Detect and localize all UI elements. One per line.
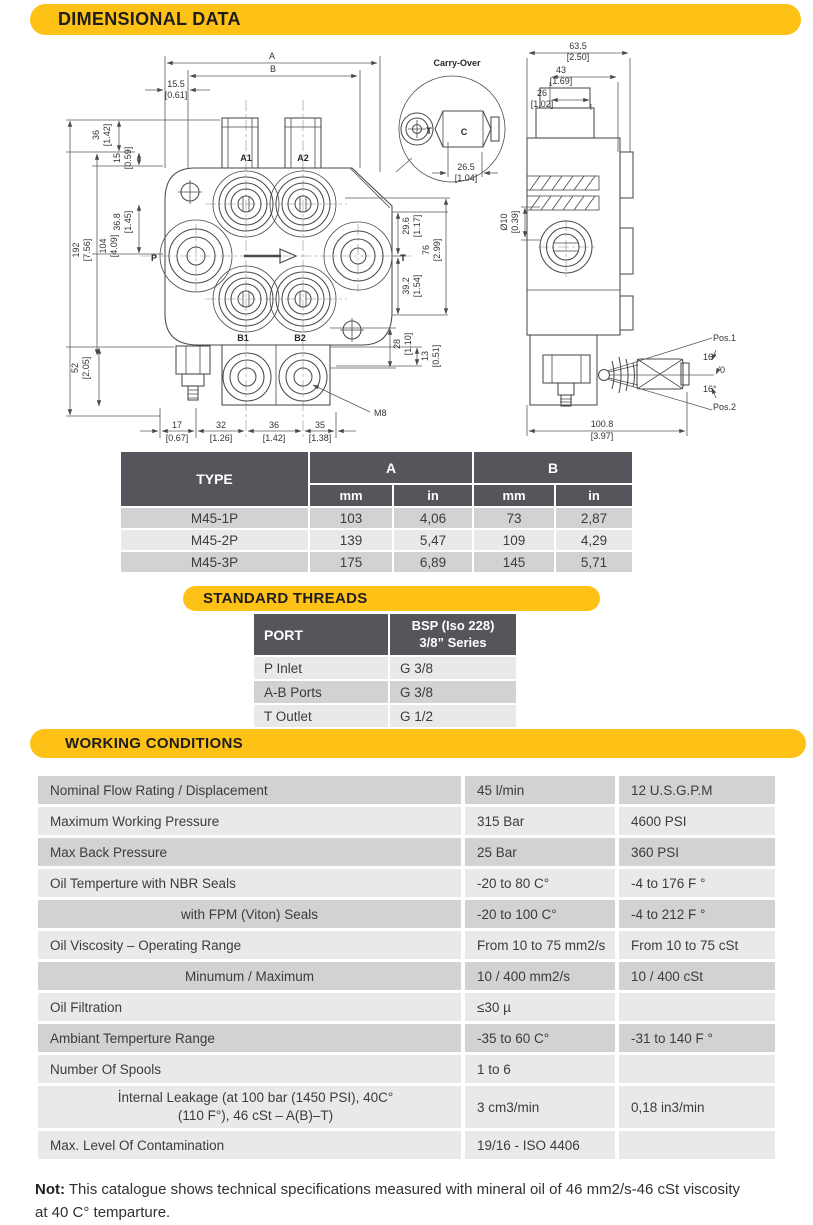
imperial-value: 10 / 400 cSt [619,962,775,990]
dim-32-in: [1.26] [209,433,233,443]
table-row [38,962,775,990]
port-label-b2: B2 [294,333,306,343]
dim-63-5-mm: 63.5 [569,41,587,51]
a-mm-cell: 175 [310,552,392,572]
type-table-header-b: B [474,452,632,483]
footnote [35,1178,743,1225]
dim-39-2-mm: 39.2 [401,277,411,295]
type-table-header-type: TYPE [121,452,308,506]
threads-header-bsp-line1: BSP (Iso 228) [411,618,495,634]
dim-dia10-mm: Ø10 [499,213,509,231]
footnote-text: This catalogue shows technical specifications measured with mineral oil of 46 mm2/s-46 cSt viscosity at 40 C° temparture. [35,1181,741,1222]
section-title-working-conditions: WORKING CONDITIONS [30,729,806,758]
dim-35-mm: 35 [314,420,326,430]
thread-size-cell: G 3/8 [390,657,516,679]
working-conditions-table [38,776,775,1162]
condition-label: Oil Filtration [38,993,461,1021]
port-label-a1: A1 [240,153,252,163]
condition-label: Minumum / Maximum [38,962,461,990]
condition-label: Maximum Working Pressure [38,807,461,835]
dim-104-in: [4.09] [109,234,119,258]
type-cell: M45-1P [121,508,308,528]
table-row [38,776,775,804]
condition-label: Max. Level Of Contamination [38,1131,461,1159]
carry-over-detail [396,76,505,182]
table-row [38,838,775,866]
dim-100-8-in: [3.97] [590,431,614,441]
dim-52-in: [2.05] [81,356,91,380]
condition-label: Oil Temperture with NBR Seals [38,869,461,897]
dim-b: B [269,64,277,74]
threads-header-port: PORT [254,614,388,655]
condition-label: with FPM (Viton) Seals [38,900,461,928]
dim-32-mm: 32 [215,420,227,430]
b-in-cell: 5,71 [556,552,632,572]
type-table-subheader-b-mm: mm [474,485,554,506]
imperial-value: -4 to 176 F ° [619,869,775,897]
condition-label: Max Back Pressure [38,838,461,866]
dim-26-5-in: [1.04] [454,173,478,183]
dim-36-in: [1.42] [102,123,112,147]
imperial-value: 4600 PSI [619,807,775,835]
dim-36-mm: 36 [91,129,101,141]
table-row [38,1055,775,1083]
dim-13-mm: 13 [420,350,430,362]
table-row [38,993,775,1021]
dim-17-in: [0.67] [165,433,189,443]
dim-15-in: [0.59] [123,146,133,170]
imperial-value: 360 PSI [619,838,775,866]
table-row [38,1086,775,1128]
carry-over-c: C [460,127,468,137]
dim-43-in: [1.69] [549,76,573,86]
dim-35-in: [1.38] [308,433,332,443]
dim-76-mm: 76 [421,244,431,256]
side-view-body [527,88,689,406]
condition-label-line2: (110 F°), 46 cSt – A(B)–T) [177,1108,334,1123]
dim-36b-in: [1.42] [262,433,286,443]
dim-13-in: [0.51] [431,344,441,368]
b-in-cell: 4,29 [556,530,632,550]
dim-28-mm: 28 [392,338,402,350]
a-mm-cell: 103 [310,508,392,528]
imperial-value: -4 to 212 F ° [619,900,775,928]
dim-43-mm: 43 [555,65,567,75]
section-title-standard-threads: STANDARD THREADS [183,586,600,611]
port-name-cell: A-B Ports [254,681,388,703]
dim-29-6-in: [1.17] [412,214,422,238]
carry-over-t: T [426,126,432,136]
dim-29-6-mm: 29.6 [401,217,411,235]
standard-threads-table [254,614,516,727]
a-in-cell: 6,89 [394,552,472,572]
metric-value: ≤30 µ [465,993,615,1021]
dim-26-mm: 26 [536,88,548,98]
dim-dia10-in: [0.39] [510,210,520,234]
table-row [38,900,775,928]
dim-192-in: [7.56] [82,238,92,262]
thread-label-m8: M8 [374,408,387,418]
type-table-header-a: A [310,452,472,483]
a-mm-cell: 139 [310,530,392,550]
condition-label: Nominal Flow Rating / Displacement [38,776,461,804]
imperial-value: 12 U.S.G.P.M [619,776,775,804]
b-mm-cell: 109 [474,530,554,550]
dim-63-5-in: [2.50] [566,52,590,62]
dim-36b-mm: 36 [268,420,280,430]
metric-value: 19/16 - ISO 4406 [465,1131,615,1159]
table-row [38,869,775,897]
dim-192-mm: 192 [71,242,81,258]
condition-label [38,1086,461,1128]
imperial-value: -31 to 140 F ° [619,1024,775,1052]
port-name-cell: T Outlet [254,705,388,727]
type-dimension-table [121,452,624,572]
dim-100-8-mm: 100.8 [590,419,614,429]
dim-15-5-in: [0.61] [164,90,188,100]
thread-size-cell: G 3/8 [390,681,516,703]
b-in-cell: 2,87 [556,508,632,528]
imperial-value [619,1131,775,1159]
imperial-value [619,993,775,1021]
metric-value: -20 to 100 C° [465,900,615,928]
metric-value: 3 cm3/min [465,1086,615,1128]
center-lines [140,100,596,438]
dim-39-2-in: [1.54] [412,274,422,298]
drawing-labels [70,41,736,443]
dim-17-mm: 17 [171,420,183,430]
table-row [38,1024,775,1052]
type-table-subheader-a-mm: mm [310,485,392,506]
condition-label-line1: İnternal Leakage (at 100 bar (1450 PSI), 40C° [117,1090,394,1106]
table-row [38,1131,775,1159]
port-label-t: T [400,253,406,263]
dim-26-in: [1.02] [530,99,554,109]
port-label-b1: B1 [237,333,249,343]
thread-size-cell: G 1/2 [390,705,516,727]
condition-label: Oil Viscosity – Operating Range [38,931,461,959]
carry-over-title: Carry-Over [433,58,481,68]
type-cell: M45-2P [121,530,308,550]
metric-value: 10 / 400 mm2/s [465,962,615,990]
imperial-value: 0,18 in3/min [619,1086,775,1128]
type-cell: M45-3P [121,552,308,572]
front-view-body [160,118,392,405]
table-row [38,931,775,959]
dim-a: A [268,51,276,61]
lever-pos2-label: Pos.2 [713,402,737,412]
threads-header-bsp [390,614,516,655]
metric-value: -20 to 80 C° [465,869,615,897]
lever-angle-down-label: 16° [703,384,717,394]
lever-angle-up-label: 16° [703,352,717,362]
dim-28-in: [1.10] [403,332,413,356]
metric-value: -35 to 60 C° [465,1024,615,1052]
metric-value: 45 l/min [465,776,615,804]
metric-value: From 10 to 75 mm2/s [465,931,615,959]
dim-52-mm: 52 [70,362,80,374]
port-name-cell: P Inlet [254,657,388,679]
metric-value: 25 Bar [465,838,615,866]
port-label-p: P [150,253,158,263]
b-mm-cell: 73 [474,508,554,528]
imperial-value: From 10 to 75 cSt [619,931,775,959]
type-table-subheader-a-in: in [394,485,472,506]
imperial-value [619,1055,775,1083]
dim-15-5-mm: 15.5 [167,79,185,89]
dim-15-mm: 15 [112,152,122,164]
footnote-prefix: Not: [35,1181,65,1198]
threads-header-bsp-line2: 3/8” Series [419,634,487,650]
dim-36-8-mm: 36.8 [112,213,122,231]
condition-label: Number Of Spools [38,1055,461,1083]
table-row [38,807,775,835]
b-mm-cell: 145 [474,552,554,572]
metric-value: 315 Bar [465,807,615,835]
condition-label: Ambiant Temperture Range [38,1024,461,1052]
dimensional-drawing [0,0,813,448]
dim-36-8-in: [1.45] [123,210,133,234]
a-in-cell: 5,47 [394,530,472,550]
metric-value: 1 to 6 [465,1055,615,1083]
lever-zero-label: 0 [720,365,726,375]
dim-104-mm: 104 [98,238,108,254]
port-label-a2: A2 [297,153,309,163]
section-title-dimensional-data: DIMENSIONAL DATA [30,4,801,35]
lever-pos1-label: Pos.1 [713,333,737,343]
dim-26-5-mm: 26.5 [457,162,475,172]
a-in-cell: 4,06 [394,508,472,528]
type-table-subheader-b-in: in [556,485,632,506]
dim-76-in: [2.99] [432,238,442,262]
